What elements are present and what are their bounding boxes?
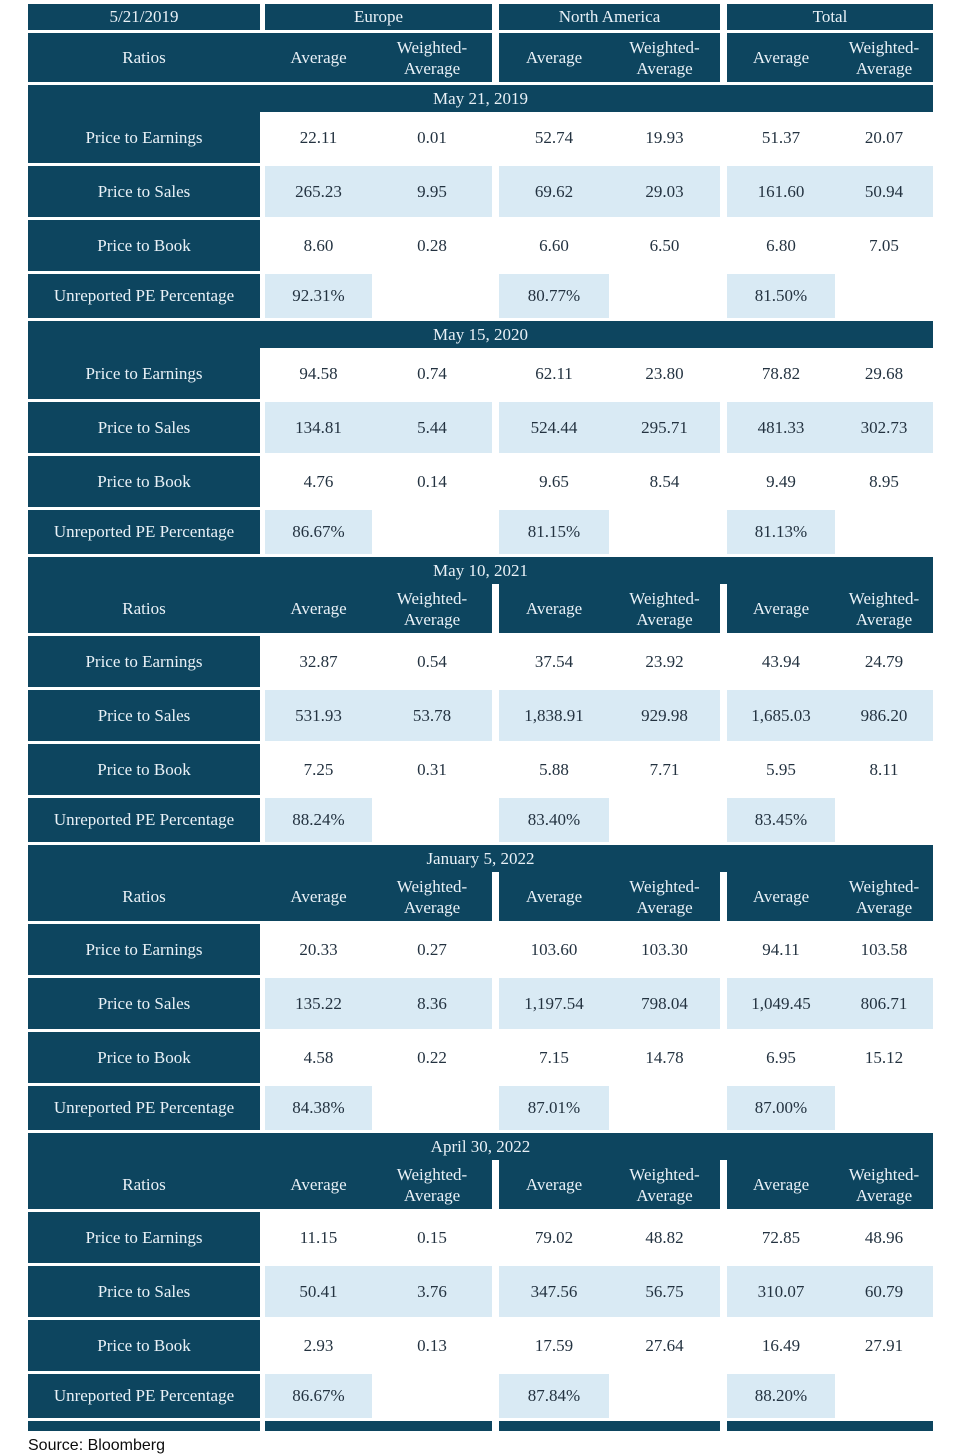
- value-cell: [372, 798, 492, 842]
- bottom-bar-segment: [499, 1421, 720, 1431]
- table-row: [28, 274, 933, 318]
- value-cell: 87.01%: [499, 1086, 609, 1130]
- value-cell: 1,049.45: [727, 978, 835, 1029]
- weighted-average-header-label: Weighted-Average: [396, 1164, 468, 1205]
- value-cell: 50.41: [265, 1266, 372, 1317]
- value-cell: 103.60: [530, 939, 578, 959]
- row-label: Unreported PE Percentage: [28, 1086, 260, 1130]
- date-section: [28, 85, 933, 318]
- value-cell: 29.03: [609, 166, 720, 217]
- average-header-cell: Average: [525, 1175, 583, 1194]
- weighted-average-header-cell: [609, 33, 720, 82]
- value-cell: 8.54: [649, 471, 680, 491]
- weighted-average-header-label: Weighted-Average: [396, 876, 468, 917]
- column-header-block-na: [499, 872, 720, 921]
- weighted-average-header-label: Weighted-Average: [848, 876, 920, 917]
- weighted-average-header-cell: [372, 872, 492, 921]
- weighted-average-header-cell: [835, 33, 933, 82]
- column-header-block-na: [499, 584, 720, 633]
- table-row: [28, 1212, 933, 1263]
- row-label: Unreported PE Percentage: [28, 510, 260, 554]
- weighted-average-header-cell: [835, 1160, 933, 1209]
- value-cell: 23.80: [645, 363, 684, 383]
- value-cell: 15.12: [864, 1047, 904, 1067]
- value-cell: 0.28: [417, 235, 447, 255]
- value-cell: 531.93: [265, 690, 372, 741]
- value-cell: 103.58: [860, 939, 908, 959]
- section-band: January 5, 2022: [28, 845, 933, 872]
- sections: [28, 85, 933, 1418]
- average-header-cell: Average: [290, 1175, 347, 1194]
- row-label: Price to Earnings: [28, 636, 260, 687]
- value-cell: 32.87: [299, 651, 338, 671]
- value-cell: 79.02: [534, 1227, 574, 1247]
- ratios-header-cell: Ratios: [122, 887, 166, 906]
- value-cell: 6.95: [766, 1047, 796, 1067]
- value-cell: 83.45%: [727, 798, 835, 842]
- table-row: [28, 456, 933, 507]
- row-label: Price to Book: [28, 220, 260, 271]
- column-header-block-total: [727, 1160, 933, 1209]
- row-label: Price to Book: [28, 1032, 260, 1083]
- weighted-average-header-cell: [609, 1160, 720, 1209]
- value-cell: 4.58: [303, 1047, 334, 1067]
- value-cell: 83.40%: [499, 798, 609, 842]
- value-cell: 2.93: [303, 1335, 334, 1355]
- weighted-average-header-cell: [609, 872, 720, 921]
- date-section: [28, 845, 933, 1130]
- value-cell: [835, 510, 933, 554]
- value-cell: 103.30: [641, 939, 688, 959]
- table-row: [28, 348, 933, 399]
- weighted-average-header-label: Weighted-Average: [848, 37, 920, 78]
- value-cell: 7.05: [869, 235, 899, 255]
- table-row: [28, 636, 933, 687]
- value-cell: 86.67%: [265, 1374, 372, 1418]
- table-row: [28, 1320, 933, 1371]
- source-note: Source: Bloomberg: [28, 1437, 165, 1454]
- value-cell: 9.49: [766, 471, 796, 491]
- value-cell: 310.07: [727, 1266, 835, 1317]
- date-header-cell: 5/21/2019: [28, 4, 260, 30]
- value-cell: 87.84%: [499, 1374, 609, 1418]
- value-cell: 161.60: [727, 166, 835, 217]
- value-cell: 9.95: [372, 166, 492, 217]
- column-header-block-total: [727, 584, 933, 633]
- value-cell: 0.27: [417, 939, 447, 959]
- value-cell: [609, 1374, 720, 1418]
- row-label: Unreported PE Percentage: [28, 274, 260, 318]
- row-label: Price to Sales: [28, 402, 260, 453]
- value-cell: [372, 1374, 492, 1418]
- region-header-row: [28, 4, 933, 30]
- table-row: [28, 798, 933, 842]
- value-cell: 5.88: [539, 759, 569, 779]
- value-cell: 27.91: [864, 1335, 904, 1355]
- value-cell: 0.74: [417, 363, 447, 383]
- weighted-average-header-label: Weighted-Average: [629, 588, 700, 629]
- table-row: [28, 978, 933, 1029]
- table-row: [28, 510, 933, 554]
- row-label: Price to Earnings: [28, 1212, 260, 1263]
- value-cell: 8.11: [869, 759, 899, 779]
- value-cell: 6.60: [539, 235, 569, 255]
- value-cell: 56.75: [609, 1266, 720, 1317]
- value-cell: 11.15: [299, 1227, 338, 1247]
- value-cell: 4.76: [303, 471, 334, 491]
- value-cell: 19.93: [645, 127, 684, 147]
- value-cell: 50.94: [835, 166, 933, 217]
- column-header-block-left: [28, 584, 492, 633]
- table-row: [28, 744, 933, 795]
- value-cell: 88.20%: [727, 1374, 835, 1418]
- row-label: Price to Book: [28, 1320, 260, 1371]
- ratios-header-cell: Ratios: [122, 599, 166, 618]
- value-cell: 5.44: [372, 402, 492, 453]
- column-header-block-na: [499, 1160, 720, 1209]
- value-cell: 0.31: [417, 759, 447, 779]
- ratios-header-cell: Ratios: [122, 48, 166, 67]
- weighted-average-header-label: Weighted-Average: [848, 1164, 920, 1205]
- value-cell: 37.54: [534, 651, 574, 671]
- value-cell: 81.50%: [727, 274, 835, 318]
- ratios-table: [28, 4, 933, 1455]
- value-cell: 986.20: [835, 690, 933, 741]
- value-cell: [609, 798, 720, 842]
- row-label: Unreported PE Percentage: [28, 1374, 260, 1418]
- value-cell: 7.25: [303, 759, 334, 779]
- section-band: April 30, 2022: [28, 1133, 933, 1160]
- table-row: [28, 1374, 933, 1418]
- value-cell: [835, 798, 933, 842]
- value-cell: 5.95: [766, 759, 796, 779]
- bottom-bar-segment: [28, 1421, 260, 1431]
- weighted-average-header-label: Weighted-Average: [396, 588, 468, 629]
- value-cell: 3.76: [372, 1266, 492, 1317]
- average-header-cell: Average: [752, 48, 810, 67]
- ratios-header-cell: Ratios: [122, 1175, 166, 1194]
- average-header-cell: Average: [525, 48, 583, 67]
- value-cell: 1,838.91: [499, 690, 609, 741]
- weighted-average-header-label: Weighted-Average: [629, 876, 700, 917]
- value-cell: 302.73: [835, 402, 933, 453]
- weighted-average-header-cell: [609, 584, 720, 633]
- value-cell: 84.38%: [265, 1086, 372, 1130]
- weighted-average-header-label: Weighted-Average: [848, 588, 920, 629]
- column-header-block-total: [727, 33, 933, 82]
- value-cell: 7.15: [539, 1047, 569, 1067]
- average-header-cell: Average: [525, 887, 583, 906]
- weighted-average-header-label: Weighted-Average: [629, 37, 700, 78]
- average-header-cell: Average: [752, 887, 810, 906]
- value-cell: 72.85: [761, 1227, 801, 1247]
- row-label: Price to Sales: [28, 690, 260, 741]
- value-cell: 78.82: [761, 363, 801, 383]
- value-cell: 17.59: [534, 1335, 574, 1355]
- average-header-cell: Average: [752, 599, 810, 618]
- value-cell: 80.77%: [499, 274, 609, 318]
- weighted-average-header-label: Weighted-Average: [396, 37, 468, 78]
- table-row: [28, 924, 933, 975]
- value-cell: 524.44: [499, 402, 609, 453]
- value-cell: 88.24%: [265, 798, 372, 842]
- column-header-block-left: [28, 33, 492, 82]
- section-band: May 10, 2021: [28, 557, 933, 584]
- value-cell: [835, 1086, 933, 1130]
- group-header-north-america: North America: [499, 4, 720, 30]
- value-cell: 22.11: [299, 127, 338, 147]
- value-cell: 51.37: [761, 127, 801, 147]
- table-row: [28, 402, 933, 453]
- value-cell: 16.49: [761, 1335, 801, 1355]
- section-band: May 15, 2020: [28, 321, 933, 348]
- table-bottom-bar: [28, 1421, 933, 1431]
- weighted-average-header-cell: [372, 33, 492, 82]
- value-cell: 8.60: [303, 235, 334, 255]
- value-cell: 87.00%: [727, 1086, 835, 1130]
- value-cell: 94.11: [762, 939, 800, 959]
- value-cell: 43.94: [761, 651, 801, 671]
- value-cell: [835, 1374, 933, 1418]
- value-cell: [609, 1086, 720, 1130]
- value-cell: [372, 1086, 492, 1130]
- weighted-average-header-cell: [835, 584, 933, 633]
- column-header-block-left: [28, 872, 492, 921]
- value-cell: 929.98: [609, 690, 720, 741]
- value-cell: [372, 274, 492, 318]
- value-cell: 806.71: [835, 978, 933, 1029]
- value-cell: 14.78: [645, 1047, 684, 1067]
- average-header-cell: Average: [525, 599, 583, 618]
- value-cell: 481.33: [727, 402, 835, 453]
- value-cell: 86.67%: [265, 510, 372, 554]
- weighted-average-header-cell: [372, 584, 492, 633]
- average-header-cell: Average: [290, 48, 347, 67]
- table-row: [28, 1086, 933, 1130]
- value-cell: 0.14: [417, 471, 447, 491]
- group-header-europe: Europe: [265, 4, 492, 30]
- value-cell: 9.65: [539, 471, 569, 491]
- row-label: Unreported PE Percentage: [28, 798, 260, 842]
- value-cell: 62.11: [535, 363, 573, 383]
- value-cell: 48.82: [645, 1227, 684, 1247]
- average-header-cell: Average: [290, 887, 347, 906]
- value-cell: 94.58: [299, 363, 338, 383]
- group-header-total: Total: [727, 4, 933, 30]
- date-section: [28, 321, 933, 554]
- value-cell: 0.22: [417, 1047, 447, 1067]
- value-cell: [609, 274, 720, 318]
- value-cell: 0.54: [417, 651, 447, 671]
- row-label: Price to Book: [28, 744, 260, 795]
- column-header-block-left: [28, 1160, 492, 1209]
- value-cell: [835, 274, 933, 318]
- value-cell: 1,197.54: [499, 978, 609, 1029]
- value-cell: 1,685.03: [727, 690, 835, 741]
- row-label: Price to Sales: [28, 1266, 260, 1317]
- column-header-block-total: [727, 872, 933, 921]
- row-label: Price to Earnings: [28, 112, 260, 163]
- column-header-row: [28, 584, 933, 633]
- value-cell: 27.64: [645, 1335, 684, 1355]
- table-row: [28, 166, 933, 217]
- value-cell: 347.56: [499, 1266, 609, 1317]
- value-cell: [372, 510, 492, 554]
- value-cell: 69.62: [499, 166, 609, 217]
- table-row: [28, 1032, 933, 1083]
- value-cell: 6.80: [766, 235, 796, 255]
- value-cell: 0.01: [417, 127, 447, 147]
- value-cell: 798.04: [609, 978, 720, 1029]
- value-cell: 52.74: [534, 127, 574, 147]
- value-cell: 60.79: [835, 1266, 933, 1317]
- column-header-row: [28, 872, 933, 921]
- value-cell: 20.07: [864, 127, 904, 147]
- date-section: [28, 557, 933, 842]
- value-cell: 8.95: [869, 471, 899, 491]
- value-cell: 48.96: [864, 1227, 904, 1247]
- table-row: [28, 690, 933, 741]
- value-cell: 81.13%: [727, 510, 835, 554]
- value-cell: 92.31%: [265, 274, 372, 318]
- column-header-row: [28, 33, 933, 82]
- section-band: May 21, 2019: [28, 85, 933, 112]
- value-cell: 0.15: [417, 1227, 447, 1247]
- column-header-block-na: [499, 33, 720, 82]
- weighted-average-header-label: Weighted-Average: [629, 1164, 700, 1205]
- value-cell: 8.36: [372, 978, 492, 1029]
- value-cell: [609, 510, 720, 554]
- column-header-row: [28, 1160, 933, 1209]
- row-label: Price to Sales: [28, 166, 260, 217]
- table-row: [28, 220, 933, 271]
- value-cell: 0.13: [417, 1335, 447, 1355]
- average-header-cell: Average: [752, 1175, 810, 1194]
- value-cell: 135.22: [265, 978, 372, 1029]
- value-cell: 295.71: [609, 402, 720, 453]
- average-header-cell: Average: [290, 599, 347, 618]
- row-label: Price to Book: [28, 456, 260, 507]
- row-label: Price to Sales: [28, 978, 260, 1029]
- value-cell: 6.50: [649, 235, 680, 255]
- value-cell: 24.79: [864, 651, 904, 671]
- bottom-bar-segment: [265, 1421, 492, 1431]
- row-label: Price to Earnings: [28, 348, 260, 399]
- table-row: [28, 112, 933, 163]
- value-cell: 20.33: [299, 939, 338, 959]
- row-label: Price to Earnings: [28, 924, 260, 975]
- date-section: [28, 1133, 933, 1418]
- weighted-average-header-cell: [372, 1160, 492, 1209]
- bottom-bar-segment: [727, 1421, 933, 1431]
- weighted-average-header-cell: [835, 872, 933, 921]
- value-cell: 53.78: [372, 690, 492, 741]
- value-cell: 7.71: [649, 759, 680, 779]
- value-cell: 81.15%: [499, 510, 609, 554]
- value-cell: 265.23: [265, 166, 372, 217]
- value-cell: 134.81: [265, 402, 372, 453]
- value-cell: 29.68: [864, 363, 904, 383]
- table-row: [28, 1266, 933, 1317]
- value-cell: 23.92: [645, 651, 684, 671]
